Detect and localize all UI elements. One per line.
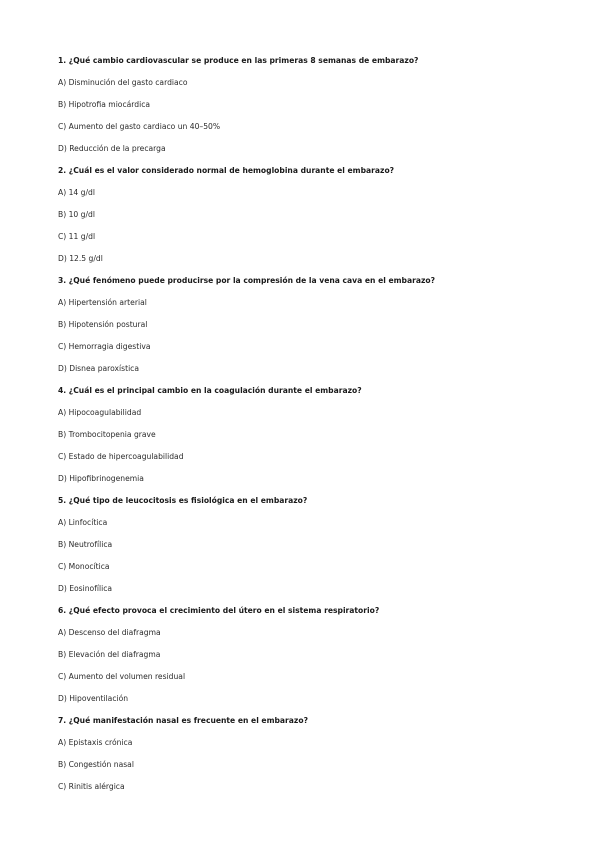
answer-option: B) Elevación del diafragma	[58, 650, 161, 659]
quiz-list	[58, 55, 578, 803]
answer-option: C) Aumento del gasto cardiaco un 40–50%	[58, 122, 221, 131]
answer-option: A) Descenso del diafragma	[58, 628, 161, 637]
answer-option: B) Trombocitopenia grave	[58, 430, 156, 439]
question-title: 3. ¿Qué fenómeno puede producirse por la compresión de la vena cava en el embarazo?	[58, 276, 436, 285]
answer-option: B) Neutrofílica	[58, 540, 113, 549]
question-1	[58, 55, 578, 155]
answer-option: D) Reducción de la precarga	[58, 144, 166, 153]
question-title: 7. ¿Qué manifestación nasal es frecuente en el embarazo?	[58, 716, 308, 725]
question-title: 2. ¿Cuál es el valor considerado normal de hemoglobina durante el embarazo?	[58, 166, 395, 175]
answer-option: A) Linfocítica	[58, 518, 108, 527]
question-5	[58, 495, 578, 595]
answer-option: C) Monocítica	[58, 562, 110, 571]
answer-option: A) Hipocoagulabilidad	[58, 408, 142, 417]
answer-option: C) Estado de hipercoagulabilidad	[58, 452, 184, 461]
answer-option: B) Hipotensión postural	[58, 320, 148, 329]
answer-option: D) Eosinofílica	[58, 584, 113, 593]
answer-option: D) 12.5 g/dl	[58, 254, 103, 263]
question-title: 5. ¿Qué tipo de leucocitosis es fisiológica en el embarazo?	[58, 496, 308, 505]
question-title: 6. ¿Qué efecto provoca el crecimiento del útero en el sistema respiratorio?	[58, 606, 380, 615]
answer-option: D) Hipoventilación	[58, 694, 129, 703]
answer-option: A) Epistaxis crónica	[58, 738, 133, 747]
answer-option: A) 14 g/dl	[58, 188, 95, 197]
answer-option: D) Disnea paroxística	[58, 364, 140, 373]
question-4	[58, 385, 578, 485]
answer-option: C) Hemorragia digestiva	[58, 342, 151, 351]
answer-option: C) Aumento del volumen residual	[58, 672, 186, 681]
question-7	[58, 715, 578, 793]
answer-option: B) Congestión nasal	[58, 760, 134, 769]
answer-option: B) Hipotrofia miocárdica	[58, 100, 151, 109]
answer-option: B) 10 g/dl	[58, 210, 95, 219]
answer-option: A) Hipertensión arterial	[58, 298, 147, 307]
question-6	[58, 605, 578, 705]
answer-option: D) Hipofibrinogenemia	[58, 474, 144, 483]
answer-option: A) Disminución del gasto cardiaco	[58, 78, 188, 87]
question-2	[58, 165, 578, 265]
answer-option: C) 11 g/dl	[58, 232, 96, 241]
question-title: 4. ¿Cuál es el principal cambio en la coagulación durante el embarazo?	[58, 386, 362, 395]
answer-option: C) Rinitis alérgica	[58, 782, 125, 791]
question-title: 1. ¿Qué cambio cardiovascular se produce en las primeras 8 semanas de embarazo?	[58, 56, 419, 65]
question-3	[58, 275, 578, 375]
